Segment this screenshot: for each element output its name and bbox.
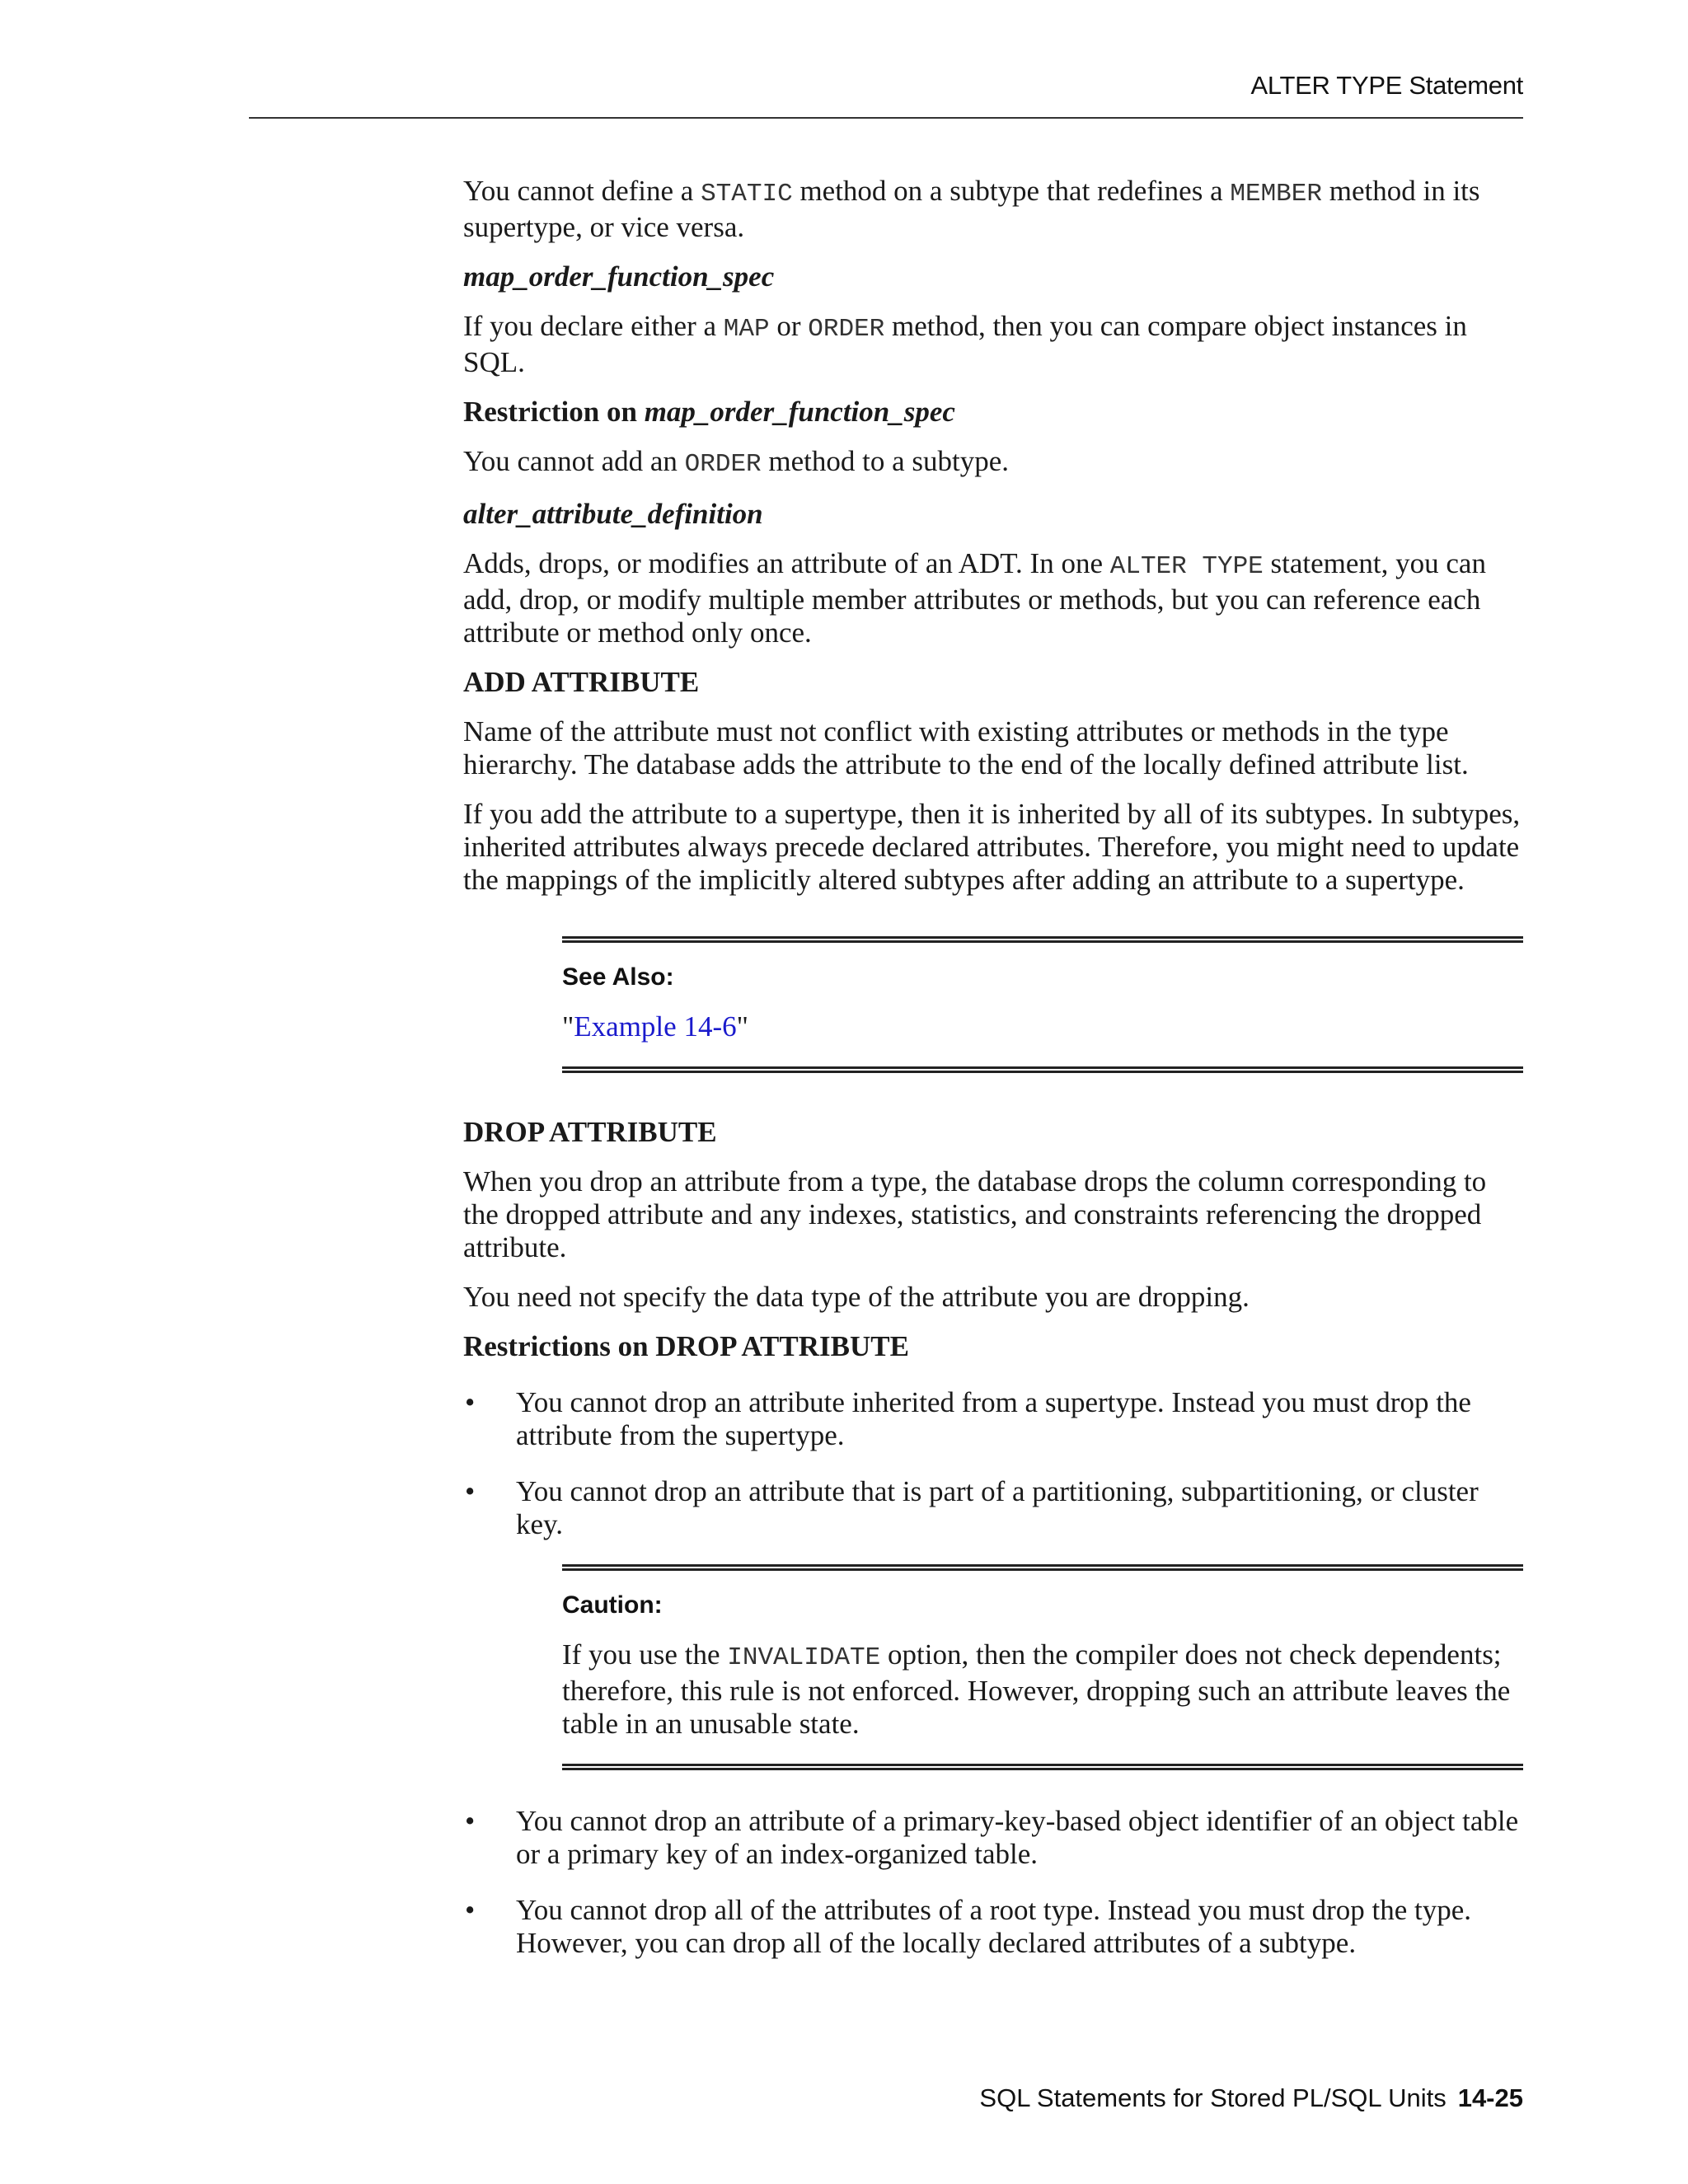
header-rule <box>249 117 1523 119</box>
paragraph-static-member: You cannot define a STATIC method on a subtype that redefines a MEMBER method in its supertype, or vice versa. <box>463 175 1480 243</box>
caution-note <box>562 1564 1523 1770</box>
restrictions-list-a <box>463 1386 1523 1541</box>
caution-label: Caution: <box>562 1591 663 1619</box>
code-static: STATIC <box>701 180 793 209</box>
heading-restrictions-drop-attribute: Restrictions on DROP ATTRIBUTE <box>463 1330 909 1362</box>
example-14-6-link[interactable]: Example 14-6 <box>574 1010 737 1043</box>
heading-restriction-map-order: Restriction on map_order_function_spec <box>463 396 955 428</box>
paragraph-add-attribute-name: Name of the attribute must not conflict with existing attributes or methods in the type hierarchy. The database adds the attribute to the end of the locally defined attribute list. <box>463 715 1469 780</box>
code-member: MEMBER <box>1230 180 1322 209</box>
paragraph-alter-attribute: Adds, drops, or modifies an attribute of an ADT. In one ALTER TYPE statement, you can add, drop, or modify multiple member attributes or methods, but you can reference each attribute or method only once. <box>463 547 1486 649</box>
see-also-body: "Example 14-6" <box>562 1010 748 1043</box>
note-top-rule <box>562 936 1523 943</box>
restrictions-list-b <box>463 1805 1523 1960</box>
list-item: • You cannot drop an attribute inherited from a supertype. Instead you must drop the attribute from the supertype. <box>465 1386 1471 1451</box>
page-footer <box>249 2083 1523 2113</box>
paragraph-add-attribute-supertype: If you add the attribute to a supertype, then it is inherited by all of its subtypes. In subtypes, inherited attributes always precede declared attributes. Therefore, you might need to update the mappings of the implicitly altered subtypes after adding an attribute to a supertype. <box>463 798 1521 896</box>
footer-section-title: SQL Statements for Stored PL/SQL Units <box>979 2083 1447 2112</box>
see-also-note <box>562 936 1523 1073</box>
bullet-icon: • <box>465 1475 476 1507</box>
heading-add-attribute: ADD ATTRIBUTE <box>463 666 700 698</box>
page-number: 14-25 <box>1457 2083 1523 2112</box>
page-body <box>463 175 1523 1983</box>
bullet-icon: • <box>465 1386 476 1418</box>
code-map: MAP <box>723 315 770 344</box>
paragraph-drop-attribute-datatype: You need not specify the data type of the attribute you are dropping. <box>463 1281 1250 1313</box>
list-item: • You cannot drop all of the attributes of a root type. Instead you must drop the type. However, you can drop all of the locally declared attributes of a subtype. <box>465 1894 1471 1959</box>
code-alter-type: ALTER TYPE <box>1109 552 1264 581</box>
see-also-label: See Also: <box>562 963 674 991</box>
bullet-icon: • <box>465 1805 476 1837</box>
note-bottom-rule <box>562 1764 1523 1770</box>
paragraph-drop-attribute-column: When you drop an attribute from a type, the database drops the column corresponding to the dropped attribute and any indexes, statistics, and constraints referencing the dropped attribute. <box>463 1165 1487 1263</box>
code-order: ORDER <box>684 450 762 479</box>
code-invalidate: INVALIDATE <box>727 1643 881 1672</box>
caution-body: If you use the INVALIDATE option, then the compiler does not check dependents; therefore, this rule is not enforced. However, dropping such an attribute leaves the table in an unusable state. <box>562 1638 1511 1740</box>
list-item: • You cannot drop an attribute of a primary-key-based object identifier of an object table or a primary key of an index-organized table. <box>465 1805 1519 1870</box>
list-item: • You cannot drop an attribute that is part of a partitioning, subpartitioning, or cluster key. <box>465 1475 1479 1540</box>
paragraph-order-subtype: You cannot add an ORDER method to a subtype. <box>463 445 1010 479</box>
heading-map-order-function-spec: map_order_function_spec <box>463 260 775 293</box>
paragraph-map-order: If you declare either a MAP or ORDER method, then you can compare object instances in SQL. <box>463 310 1467 378</box>
note-top-rule <box>562 1564 1523 1571</box>
bullet-icon: • <box>465 1894 476 1926</box>
note-bottom-rule <box>562 1066 1523 1073</box>
code-order: ORDER <box>808 315 885 344</box>
heading-alter-attribute-definition: alter_attribute_definition <box>463 498 763 530</box>
running-header-title: ALTER TYPE Statement <box>1250 71 1523 100</box>
heading-drop-attribute: DROP ATTRIBUTE <box>463 1116 717 1148</box>
